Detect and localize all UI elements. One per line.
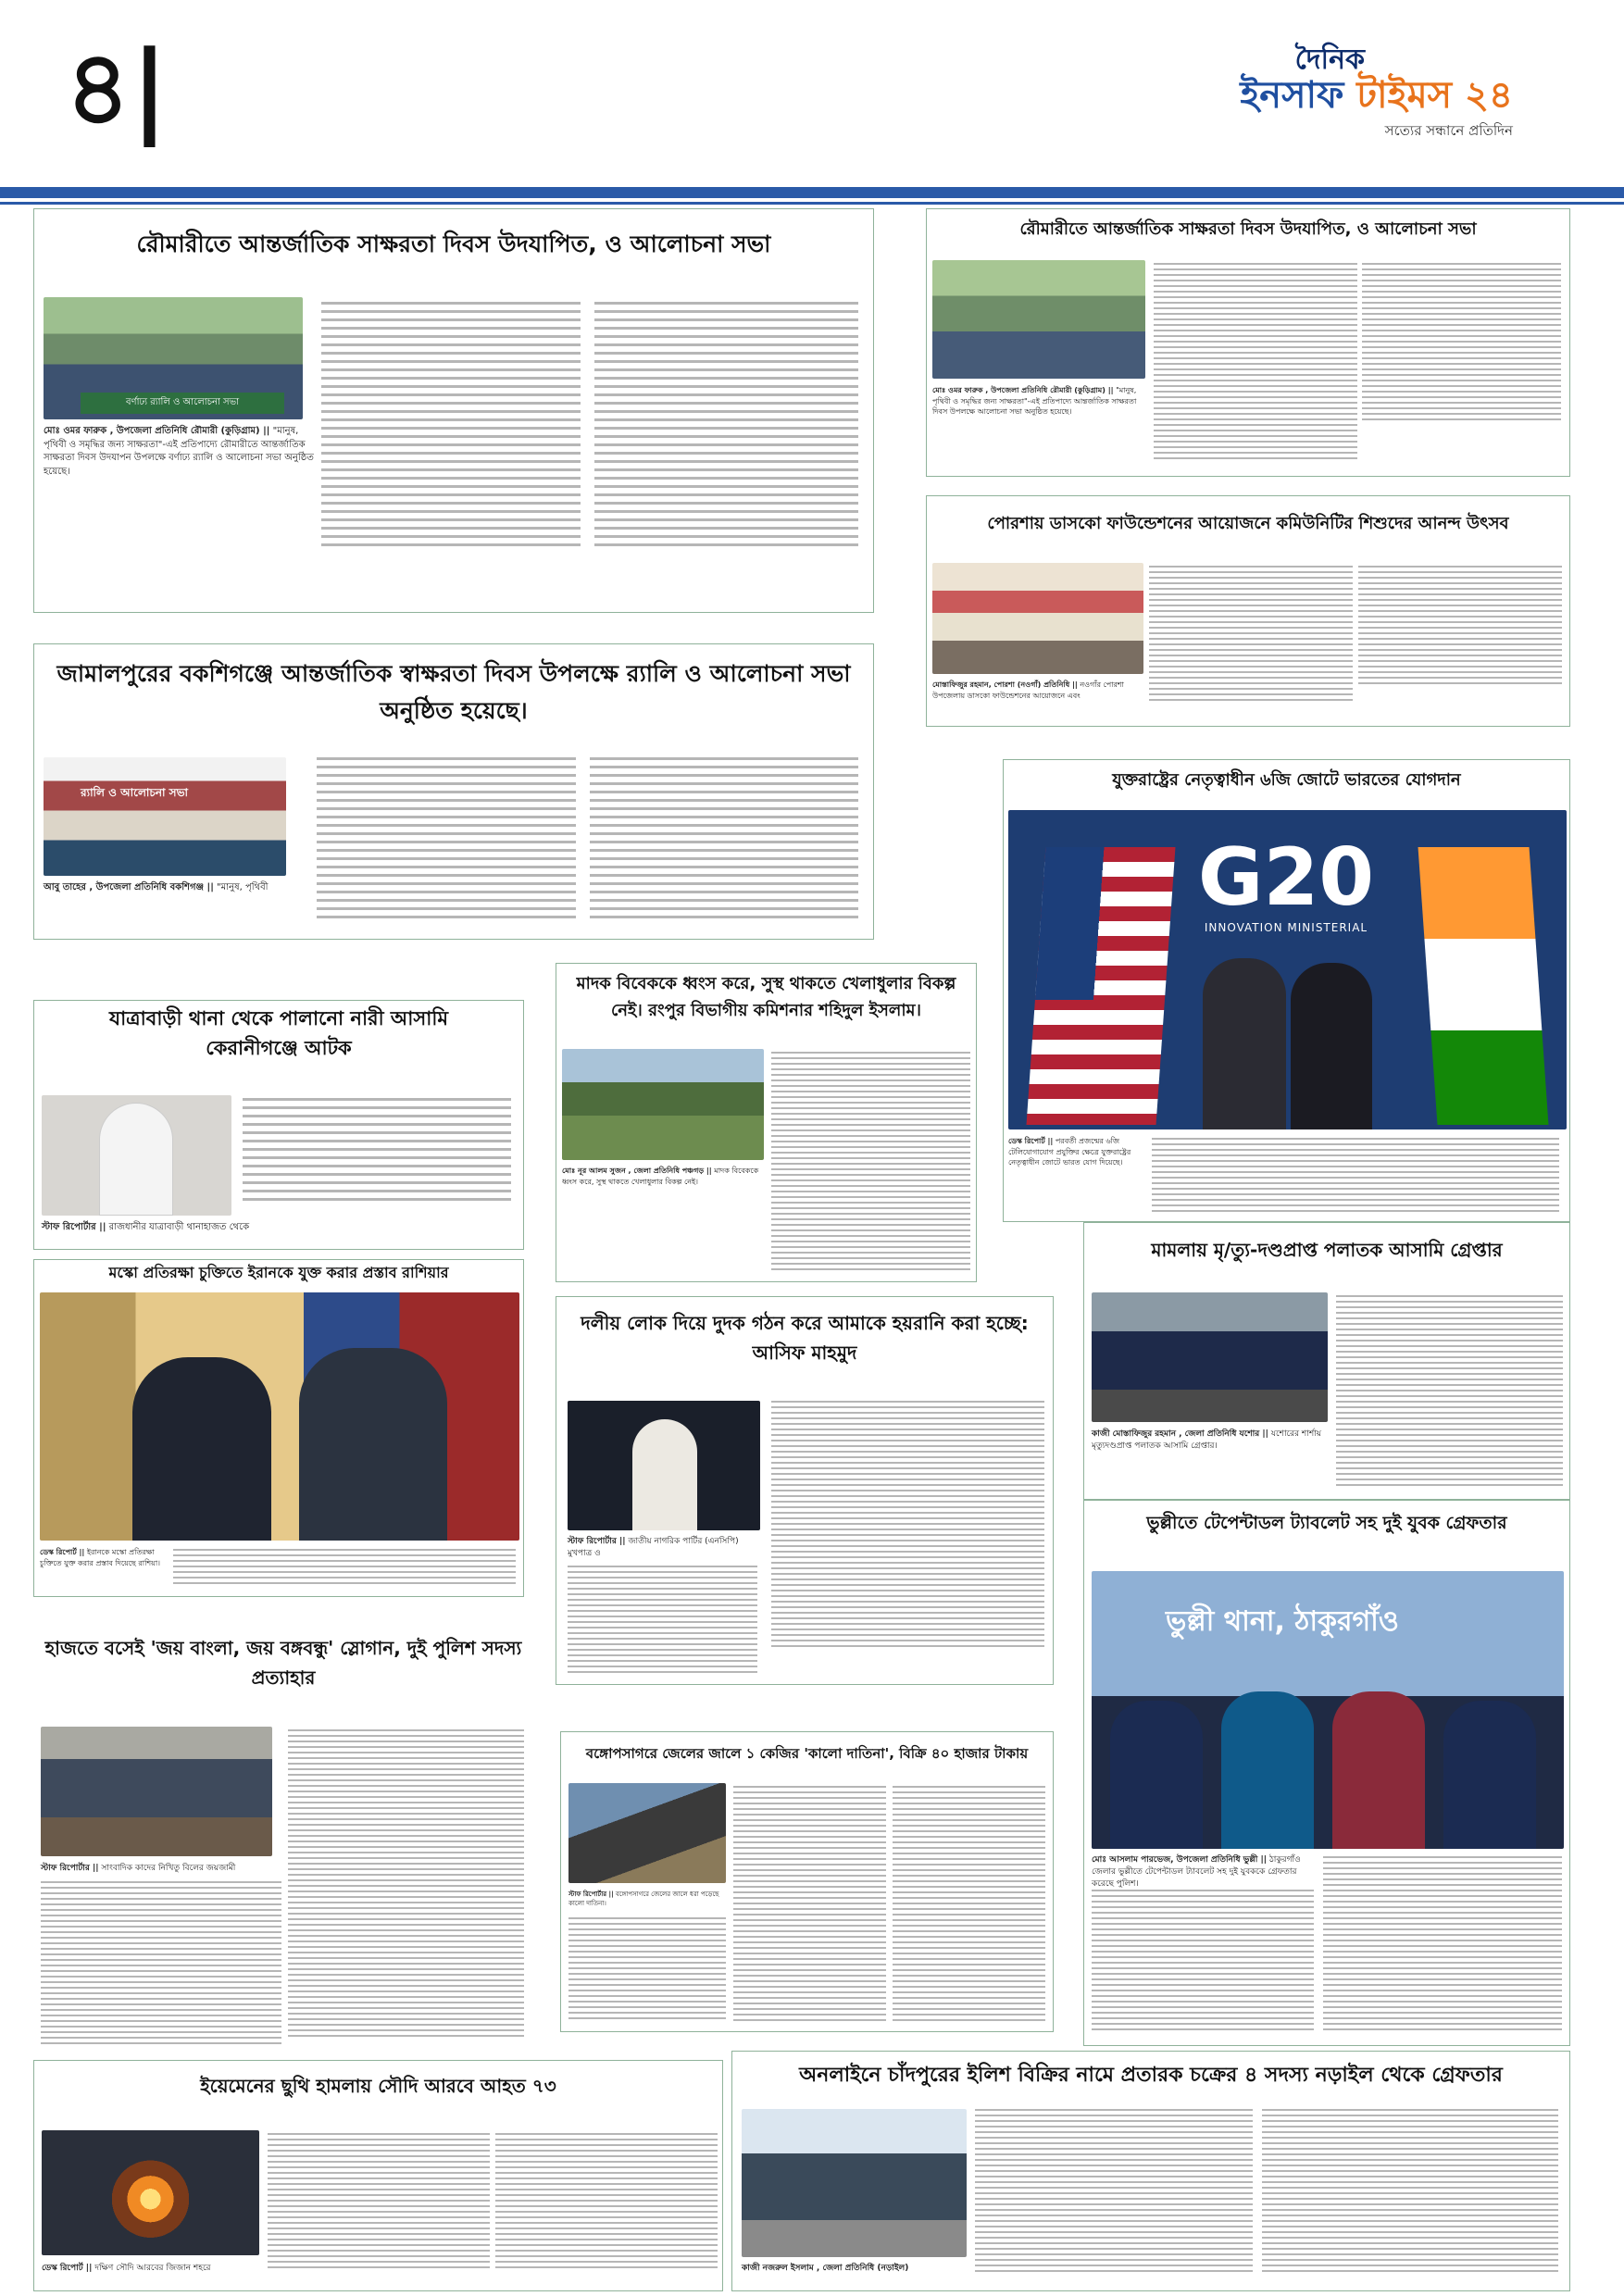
article-bonggop (560, 1731, 1054, 2032)
caption-text: "মানুষ, পৃথিবী (217, 882, 269, 892)
g20-logo: G20 (1197, 831, 1375, 924)
caption-byline: ডেস্ক রিপোর্ট || (40, 1548, 85, 1556)
caption-text: নওগাঁর পোরশা উপজেলায় ডাসকো ফাউন্ডেশনের আয়োজনে এবং (932, 680, 1124, 700)
body-text-2 (590, 757, 858, 929)
person-3 (1332, 1691, 1425, 1849)
body-text-2 (1358, 566, 1562, 695)
banner-text: র‍্যালি ও আলোচনা সভা (81, 786, 189, 799)
headline: ভুল্লীতে টেপেন্টাডল ট্যাবলেট সহ দুই যুবক গ্রেফতার (1146, 1513, 1507, 1533)
photo-caption (42, 2263, 282, 2275)
caption-byline: মোঃ আসলাম পারভেজ, উপজেলা প্রতিনিধি ভুল্লী || (1092, 1855, 1268, 1865)
photo-caption (932, 680, 1143, 701)
body-text (1149, 566, 1353, 714)
photo-speaker (568, 1401, 760, 1530)
article-yemen (33, 2060, 723, 2291)
caption-text: বঙ্গোপসাগরে জেলের জালে ধরা পড়েছে কালো দাতিনা। (568, 1890, 719, 1908)
body-text (173, 1549, 516, 1591)
article-madok (556, 963, 977, 1282)
body-text (1152, 1138, 1559, 1217)
photo-explosion (42, 2130, 259, 2255)
photo-caption (42, 1221, 505, 1235)
headline: বঙ্গোপসাগরে জেলের জালে ১ কেজির 'কালো দাতিনা', বিক্রি ৪০ হাজার টাকায় (585, 1745, 1029, 1762)
headline: মামলায় মৃ/ত্যু-দণ্ডপ্রাপ্ত পলাতক আসামি গ্রেপ্তার (1151, 1239, 1503, 1261)
article-hajote (33, 1629, 533, 2055)
photo-suspect (42, 1095, 231, 1216)
article-g20 (1003, 759, 1570, 1222)
article-poreshar (926, 495, 1570, 727)
article-roumari-left (33, 208, 874, 613)
photo-arrest (1092, 1292, 1328, 1422)
article-dalio (556, 1296, 1054, 1685)
person-2 (1291, 963, 1372, 1129)
article-chandpur (731, 2051, 1570, 2291)
body-text-2 (288, 1729, 524, 2049)
caption-byline: ডেস্ক রিপোর্ট || (42, 2264, 93, 2273)
photo-caption (562, 1166, 764, 1187)
photo-arrest (742, 2109, 967, 2257)
caption-byline: স্টাফ রিপোর্টার || (42, 1222, 106, 1232)
headline: হাজতে বসেই 'জয় বাংলা, জয় বঙ্গবন্ধু' স্লোগান, দুই পুলিশ সদস্য প্রত্যাহার (44, 1637, 522, 1689)
article-jamalpur (33, 643, 874, 940)
caption-byline: স্টাফ রিপোর্টার || (568, 1537, 626, 1546)
photo-caption (1092, 1429, 1328, 1453)
headline: অনলাইনে চাঁদপুরের ইলিশ বিক্রির নামে প্রতারক চক্রের ৪ সদস্য নড়াইল থেকে গ্রেফতার (799, 2064, 1503, 2087)
body-text-2 (733, 1786, 886, 2025)
photo-caption (568, 1536, 760, 1560)
photo-leaders (40, 1292, 519, 1541)
caption-byline: স্টাফ রিপোর্টার || (568, 1890, 614, 1898)
caption-byline: মোস্তাফিজুর রহমান, পোরশা (নওগাঁ) প্রতিনিধি || (932, 680, 1078, 689)
headline: মাদক বিবেককে ধ্বংস করে, সুস্থ থাকতে খেলাধুলার বিকল্প নেই। রংপুর বিভাগীয় কমিশনার শহিদুল ইসলাম। (576, 974, 956, 1020)
caption-text: পরবর্তী প্রজন্মের ৬জি টেলিযোগাযোগ প্রযুক্তির ক্ষেত্রে যুক্তরাষ্ট্রের নেতৃত্বাধীন জোটে ভারত যোগ দিয়েছে। (1008, 1137, 1131, 1167)
photo-meeting (44, 757, 286, 876)
article-iran (33, 1259, 524, 1597)
body-text (321, 302, 581, 580)
photo-caption (41, 1863, 281, 1875)
article-roumari-right (926, 208, 1570, 477)
photo-caption (1092, 1854, 1314, 1890)
headline: যুক্তরাষ্ট্রের নেতৃত্বাধীন ৬জি জোটে ভারতের যোগদান (1112, 770, 1461, 790)
body-text (771, 1052, 970, 1274)
body-text-2 (594, 302, 858, 580)
person-1 (1110, 1701, 1203, 1849)
person-1 (132, 1357, 271, 1541)
header-rule-thin (0, 202, 1624, 205)
caption-byline: ডেস্ক রিপোর্ট || (1008, 1137, 1054, 1145)
india-flag (1418, 847, 1549, 1125)
photo-arrest (1092, 1571, 1564, 1849)
body-text-2 (1262, 2109, 1558, 2280)
body-text-2 (1362, 263, 1561, 430)
photo-caption (40, 1547, 169, 1568)
body-text (975, 2109, 1253, 2280)
body-text-3 (893, 1786, 1045, 2025)
photo-caption (44, 425, 321, 479)
header-rule (0, 187, 1624, 198)
body-text-2 (771, 1401, 1044, 1651)
photo-caption (568, 1890, 726, 1908)
person-2 (1221, 1691, 1314, 1849)
caption-byline: মোঃ ওমর ফারুক , উপজেলা প্রতিনিধি রৌমারী (কুড়িগ্রাম) || (44, 426, 270, 436)
caption-byline: আবু তাহের , উপজেলা প্রতিনিধি বকশিগঞ্জ || (44, 882, 214, 892)
page-number: ৪| (65, 29, 169, 147)
person-4 (1443, 1701, 1536, 1849)
article-jatrabari (33, 1000, 524, 1250)
caption-text: জাতীয় নাগরিক পার্টির (এনসিপি) মুখপাত্র ও (568, 1537, 739, 1559)
caption-text: "মানুষ, পৃথিবী ও সমৃদ্ধির জন্য সাক্ষরতা"-এই প্রতিপাদ্যে রৌমারীতে আন্তর্জাতিক সাক্ষরতা দিবস উদযাপন উপলক্ষে বর্ণাঢ্য র‍্যালি ও আলোচনা সভা অনুষ্ঠিত হয়েছে। (44, 426, 314, 477)
masthead-title (1180, 74, 1513, 117)
photo-caption (742, 2263, 967, 2275)
caption-text: ইরানকে মস্কো প্রতিরক্ষা চুক্তিতে যুক্ত করার প্রস্তাব দিয়েছে রাশিয়া। (40, 1548, 161, 1567)
body-text (1092, 1890, 1314, 2038)
masthead-part1: ইনসাফ (1240, 74, 1344, 117)
article-mamlay (1083, 1222, 1570, 1500)
body-text (568, 1917, 726, 2024)
caption-text: যশোরের শার্শায় মৃত্যুদণ্ডপ্রাপ্ত পলাতক আসামি গ্রেপ্তার। (1092, 1429, 1322, 1452)
body-text-2 (1323, 1856, 1562, 2038)
body-text (243, 1098, 511, 1214)
headline: রৌমারীতে আন্তর্জাতিক সাক্ষরতা দিবস উদযাপিত, ও আলোচনা সভা (136, 231, 771, 257)
caption-text: দক্ষিণ সৌদি আরবের জিজান শহরে (94, 2264, 211, 2273)
person-1 (1203, 958, 1286, 1129)
headline: ইয়েমেনের ছুথি হামলায় সৌদি আরবে আহত ৭৩ (200, 2075, 556, 2097)
caption-text: ঠাকুরগাঁও জেলার ভুল্লীতে টেপেন্টাডল ট্যাবলেট সহ দুই যুবককে গ্রেফতার করেছে পুলিশ। (1092, 1855, 1301, 1890)
headline: জামালপুরের বকশিগঞ্জে আন্তর্জাতিক স্বাক্ষরতা দিবস উপলক্ষে র‍্যালি ও আলোচনা সভা অনুষ্ঠিত হয়েছে। (56, 660, 851, 724)
headline: দলীয় লোক দিয়ে দুদক গঠন করে আমাকে হয়রানি করা হচ্ছে: আসিফ মাহমুদ (581, 1312, 1029, 1364)
banner-text: বর্ণাঢ্য র‍্যালি ও আলোচনা সভা (81, 393, 284, 414)
caption-text: রাজধানীর যাত্রাবাড়ী থানাহাজত থেকে (108, 1222, 250, 1232)
masthead-small: দৈনিক (1294, 44, 1365, 76)
headline: পোরশায় ডাসকো ফাউন্ডেশনের আয়োজনে কমিউনিটির শিশুদের আনন্দ উৎসব (987, 514, 1509, 533)
station-sign: ভুল্লী থানা, ঠাকুরগাঁও (1166, 1605, 1399, 1638)
body-text (1336, 1295, 1563, 1494)
caption-byline: কাজী নজরুল ইসলাম , জেলা প্রতিনিধি (নড়াইল) (742, 2264, 909, 2273)
caption-byline: স্টাফ রিপোর্টার || (41, 1864, 99, 1873)
body-text (41, 1881, 281, 2048)
headline: রৌমারীতে আন্তর্জাতিক সাক্ষরতা দিবস উদযাপিত, ও আলোচনা সভা (1019, 219, 1477, 239)
photo-caption (1008, 1136, 1147, 1168)
photo-caption (932, 385, 1145, 418)
caption-byline: কাজী মোস্তাফিজুর রহমান , জেলা প্রতিনিধি যশোর || (1092, 1429, 1268, 1439)
photo-children (932, 563, 1143, 674)
speaker (632, 1419, 697, 1530)
person-2 (299, 1348, 447, 1541)
masthead-tagline: সত্যের সন্ধানে প্রতিদিন (1384, 122, 1513, 139)
body-text (317, 757, 576, 929)
masthead-part2: টাইমস ২৪ (1356, 74, 1513, 117)
body-text-2 (495, 2133, 718, 2281)
article-bhullite (1083, 1500, 1570, 2046)
headline: যাত্রাবাড়ী থানা থেকে পালানো নারী আসামি কেরানীগঞ্জে আটক (108, 1007, 449, 1059)
g20-subtitle: INNOVATION MINISTERIAL (1204, 921, 1368, 934)
caption-text: সাংবাদিক কাদের নিখিতু বিলের জয়জামী (101, 1864, 236, 1873)
caption-text: মাদক বিবেককে ধ্বংস করে, সুস্থ থাকতে খেলাধুলার বিকল্প নেই। (562, 1167, 759, 1186)
body-text (1154, 263, 1357, 471)
photo-group (41, 1727, 272, 1856)
body-text (268, 2133, 490, 2281)
caption-text: "মানুষ, পৃথিবী ও সমৃদ্ধির জন্য সাক্ষরতা"-এই প্রতিপাদ্যে আন্তর্জাতিক সাক্ষরতা দিবস উপলক্ষে আলোচনা সভা অনুষ্ঠিত হয়েছে। (932, 386, 1137, 417)
photo-rally (932, 260, 1145, 379)
masthead-logo (1180, 46, 1513, 144)
headline: মস্কো প্রতিরক্ষা চুক্তিতে ইরানকে যুক্ত করার প্রস্তাব রাশিয়ার (108, 1264, 449, 1281)
photo-sports (562, 1049, 764, 1160)
photo-rally (44, 297, 303, 419)
us-flag (1027, 847, 1176, 1125)
caption-byline: মোঃ নূর আলম সুজন , জেলা প্রতিনিধি পঞ্চগড় || (562, 1167, 712, 1175)
photo-g20-meeting (1008, 810, 1567, 1129)
photo-fish (568, 1783, 726, 1883)
caption-byline: মোঃ ওমর ফারুক , উপজেলা প্রতিনিধি রৌমারী (কুড়িগ্রাম) || (932, 386, 1114, 394)
body-text (568, 1566, 757, 1677)
